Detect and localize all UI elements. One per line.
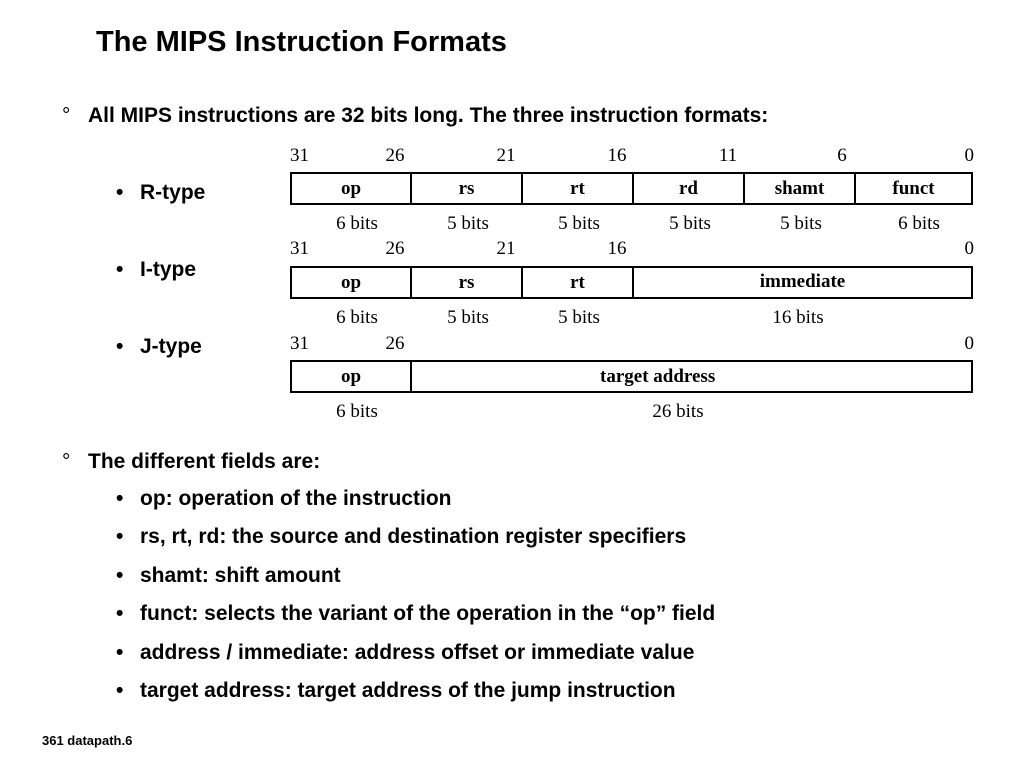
r-type-label: • R-type [116, 181, 206, 204]
bit-number: 16 [607, 238, 627, 259]
field-width-label: 6 bits [336, 401, 378, 422]
bullet-dot-icon: • [116, 335, 124, 358]
bit-number: 16 [607, 145, 627, 166]
field-rt: rt [523, 268, 634, 297]
list-item: • address / immediate: address offset or immediate value [116, 641, 695, 664]
degree-bullet-icon: ° [62, 104, 71, 127]
list-item: • op: operation of the instruction [116, 487, 452, 510]
bit-number: 21 [496, 238, 516, 259]
field-rs: rs [412, 268, 523, 297]
bullet-dot-icon: • [116, 641, 124, 664]
intro-bullet [62, 104, 768, 128]
list-item: • funct: selects the variant of the operation in the “op” field [116, 602, 716, 625]
bit-number: 31 [290, 333, 309, 354]
bit-number: 0 [964, 145, 974, 166]
bullet-dot-icon: • [116, 487, 124, 510]
field-rd: rd [634, 174, 745, 203]
list-item: • rs, rt, rd: the source and destination register specifiers [116, 525, 687, 548]
r-type-field-row [290, 172, 973, 205]
field-width-label: 5 bits [780, 213, 822, 234]
bullet-dot-icon: • [116, 181, 124, 204]
j-type-label: • J-type [116, 335, 202, 358]
field-rt: rt [523, 174, 634, 203]
bit-number: 31 [290, 145, 309, 166]
slide-footer: 361 datapath.6 [42, 733, 133, 748]
bit-number: 31 [290, 238, 309, 259]
field-width-label: 5 bits [447, 307, 489, 328]
bit-number: 0 [964, 238, 974, 259]
list-item: • target address: target address of the jump instruction [116, 679, 676, 702]
bit-number: 6 [837, 145, 847, 166]
list-item: • shamt: shift amount [116, 564, 341, 587]
bit-number: 26 [385, 333, 405, 354]
bit-number: 0 [964, 333, 974, 354]
bullet-dot-icon: • [116, 258, 124, 281]
field-width-label: 26 bits [652, 401, 704, 422]
field-width-label: 6 bits [336, 213, 378, 234]
field-target-address: target address [600, 365, 716, 387]
bit-number: 26 [385, 238, 405, 259]
field-width-label: 16 bits [772, 307, 824, 328]
i-type-label: • I-type [116, 258, 197, 281]
bullet-dot-icon: • [116, 602, 124, 625]
j-type-field-row [290, 360, 973, 393]
field-width-label: 6 bits [898, 213, 940, 234]
fields-heading-text: The different fields are: [88, 450, 321, 473]
field-op: op [292, 362, 412, 391]
field-immediate: immediate [759, 271, 846, 292]
fields-heading-bullet [62, 450, 320, 474]
bit-number: 26 [385, 145, 405, 166]
field-rs: rs [412, 174, 523, 203]
degree-bullet-icon: ° [62, 450, 71, 473]
bit-number: 21 [496, 145, 516, 166]
i-type-field-row [290, 266, 973, 299]
field-width-label: 6 bits [336, 307, 378, 328]
field-funct: funct [892, 177, 935, 199]
field-width-label: 5 bits [558, 307, 600, 328]
bullet-dot-icon: • [116, 679, 124, 702]
field-op: op [292, 174, 412, 203]
field-shamt: shamt [745, 174, 856, 203]
page-title: The MIPS Instruction Formats [96, 26, 507, 58]
field-op: op [292, 268, 412, 297]
field-width-label: 5 bits [669, 213, 711, 234]
field-width-label: 5 bits [447, 213, 489, 234]
field-width-label: 5 bits [558, 213, 600, 234]
bullet-dot-icon: • [116, 525, 124, 548]
intro-text: All MIPS instructions are 32 bits long. The three instruction formats: [88, 104, 769, 127]
bullet-dot-icon: • [116, 564, 124, 587]
bit-number: 11 [718, 145, 738, 166]
